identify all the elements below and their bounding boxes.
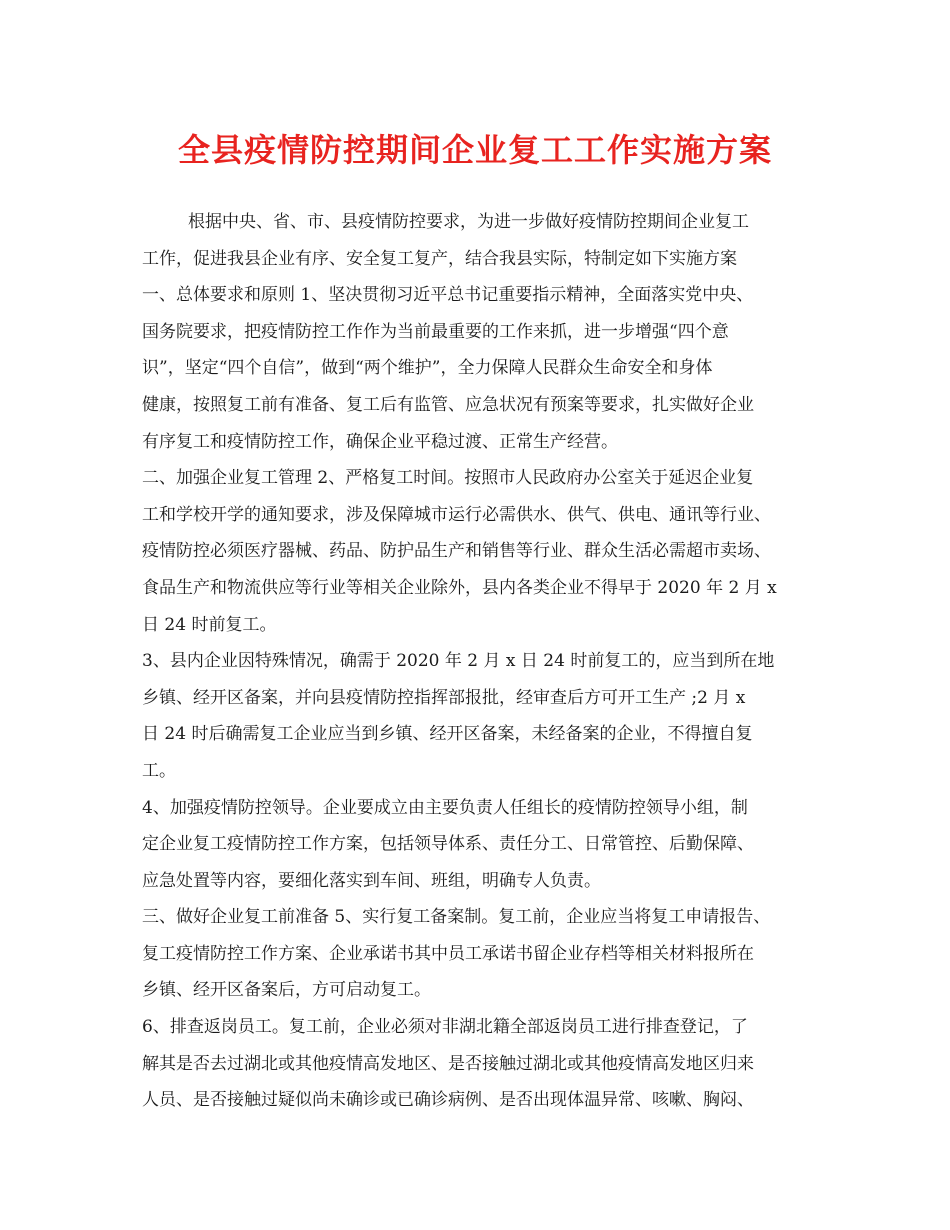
text-line: 日 24 时前复工。 [142, 614, 277, 635]
document-body [142, 204, 832, 1119]
text-line: 工作，促进我县企业有序、安全复工复产，结合我县实际，特制定如下实施方案 [142, 248, 737, 269]
text-line: 4、加强疫情防控领导。企业要成立由主要负责人任组长的疫情防控领导小组，制 [142, 797, 748, 818]
text-line: 三、做好企业复工前准备 5、实行复工备案制。复工前，企业应当将复工申请报告、 [142, 907, 771, 928]
text-line: 6、排查返岗员工。复工前，企业必须对非湖北籍全部返岗员工进行排查登记，了 [142, 1017, 748, 1038]
text-line: 健康，按照复工前有准备、复工后有监管、应急状况有预案等要求，扎实做好企业 [142, 394, 754, 415]
text-line: 一、总体要求和原则 1、坚决贯彻习近平总书记重要指示精神，全面落实党中央、 [142, 285, 754, 306]
text-line: 乡镇、经开区备案后，方可启动复工。 [142, 980, 431, 1001]
text-line: 食品生产和物流供应等行业等相关企业除外，县内各类企业不得早于 2020 年 2 月 x [142, 577, 777, 598]
text-line: 定企业复工疫情防控工作方案，包括领导体系、责任分工、日常管控、后勤保障、 [142, 834, 754, 855]
text-line: 疫情防控必须医疗器械、药品、防护品生产和销售等行业、群众生活必需超市卖场、 [142, 541, 771, 562]
text-line: 复工疫情防控工作方案、企业承诺书其中员工承诺书留企业存档等相关材料报所在 [142, 943, 754, 964]
text-line: 应急处置等内容，要细化落实到车间、班组，明确专人负责。 [142, 870, 601, 891]
text-line: 有序复工和疫情防控工作，确保企业平稳过渡、正常生产经营。 [142, 431, 618, 452]
text-line: 二、加强企业复工管理 2、严格复工时间。按照市人民政府办公室关于延迟企业复 [142, 468, 754, 489]
text-line: 3、县内企业因特殊情况，确需于 2020 年 2 月 x 日 24 时前复工的，应当到所在地 [142, 651, 775, 672]
text-line: 解其是否去过湖北或其他疫情高发地区、是否接触过湖北或其他疫情高发地区归来 [142, 1053, 754, 1074]
text-line: 根据中央、省、市、县疫情防控要求，为进一步做好疫情防控期间企业复工 [188, 212, 749, 232]
text-line: 日 24 时后确需复工企业应当到乡镇、经开区备案，未经备案的企业，不得擅自复 [142, 724, 753, 745]
text-line: 人员、是否接触过疑似尚未确诊或已确诊病例、是否出现体温异常、咳嗽、胸闷、 [142, 1090, 754, 1111]
text-line: 工。 [142, 760, 176, 781]
text-line: 国务院要求，把疫情防控工作作为当前最重要的工作来抓，进一步增强“四个意 [142, 321, 729, 342]
text-line: 识”，坚定“四个自信”，做到“两个维护”，全力保障人民群众生命安全和身体 [142, 358, 713, 379]
document-title: 全县疫情防控期间企业复工工作实施方案 [177, 131, 772, 169]
text-line: 乡镇、经开区备案，并向县疫情防控指挥部报批，经审查后方可开工生产 ;2 月 x [142, 687, 746, 708]
text-line: 工和学校开学的通知要求，涉及保障城市运行必需供水、供气、供电、通讯等行业、 [142, 504, 771, 525]
